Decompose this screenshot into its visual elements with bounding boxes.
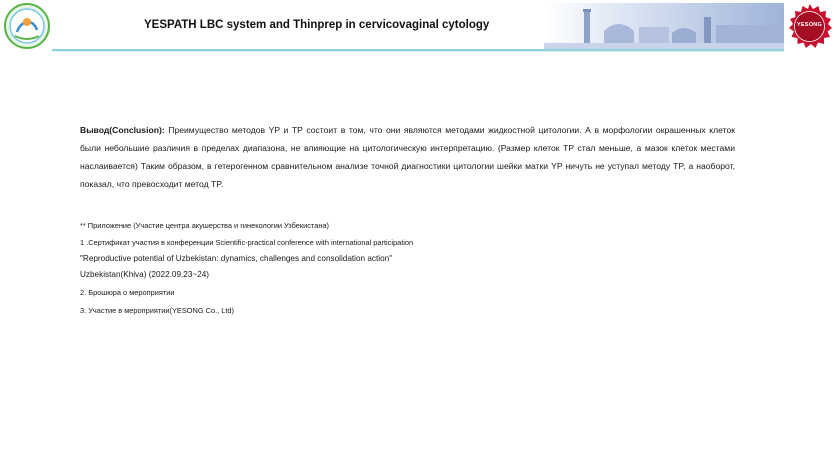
appendix-item-participation: 3. Участие в мероприятии(YESONG Co., Ltd) — [80, 306, 235, 315]
slide-header — [0, 0, 835, 55]
city-banner-image — [544, 3, 784, 49]
slide-title: YESPATH LBC system and Thinprep in cervicovaginal cytology — [144, 19, 490, 31]
appendix-item-brochure: 2. Брошюра о мероприятии — [80, 288, 175, 297]
appendix-conference-place: Uzbekistan(Khiva) (2022.09.23~24) — [80, 270, 210, 279]
appendix-conference-title: "Reproductive potential of Uzbekistan: dynamics, challenges and consolidation action" — [80, 254, 393, 263]
center-logo-icon — [3, 2, 51, 50]
seal-label: YESONG — [796, 22, 823, 28]
appendix-heading: ** Приложение (Участие центра акушерства и гинекологии Узбекистана) — [80, 221, 329, 230]
appendix-item-certificate: 1 .Сертификат участия в конференции Scientific-practical conference with international participation — [80, 238, 414, 247]
conclusion-separator: : — [161, 125, 165, 135]
header-divider-shade — [52, 51, 784, 52]
yesong-seal — [786, 3, 833, 50]
conclusion-text: Преимущество методов YP и TP состоит в том, что они являются методами жидкостной цитологии. А в морфологии окрашенных клеток были небольшие различия в пределах диапазона, не влияющие на цитологическую интерпретацию. (Размер клеток TP стал меньше, а мазок клеток местами наслаивается) Таким образом, в гетерогенном сравнительном анализе точной диагностики цитологии шейки матки YP ничуть не уступал методу TP, а наоборот, показал, что превосходит метод TP. — [80, 125, 735, 189]
conclusion-paragraph — [80, 121, 735, 193]
conclusion-label: Вывод(Conclusion) — [80, 125, 162, 135]
